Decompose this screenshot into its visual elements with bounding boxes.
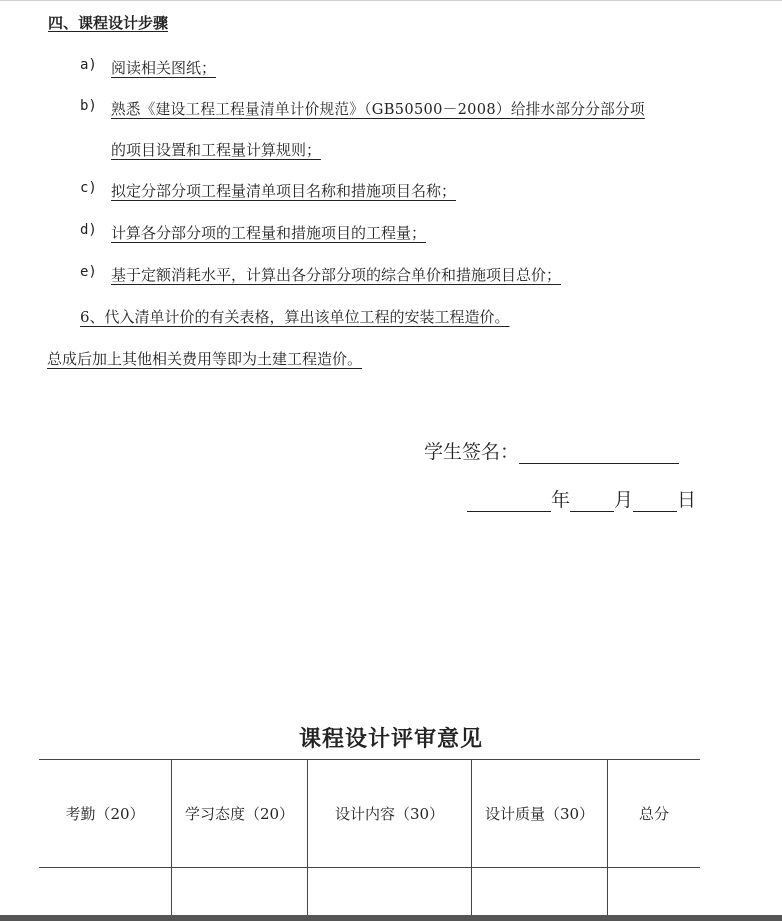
review-table <box>39 759 700 919</box>
month-label: 月 <box>614 489 634 511</box>
step-b-letter: b) <box>80 98 97 114</box>
review-header-row <box>39 760 700 868</box>
score-attitude[interactable] <box>172 868 308 919</box>
review-title: 课程设计评审意见 <box>298 726 483 752</box>
col-content: 设计内容（30） <box>308 760 472 868</box>
section-heading: 四、课程设计步骤 <box>48 14 169 32</box>
score-quality[interactable] <box>472 868 608 919</box>
step-a-text: 阅读相关图纸； <box>111 59 217 77</box>
step-a-letter: a) <box>80 57 97 73</box>
col-quality: 设计质量（30） <box>472 760 608 868</box>
score-attendance[interactable] <box>39 868 172 919</box>
month-line <box>570 491 614 512</box>
step-d-text: 计算各分部分项的工程量和措施项目的工程量； <box>111 224 427 242</box>
step-e-letter: e) <box>80 264 97 280</box>
page-bottom-edge <box>0 915 782 921</box>
step-b-continuation <box>111 139 321 160</box>
signature-label: 学生签名： <box>424 441 520 463</box>
step-d-letter: d) <box>80 222 97 238</box>
year-line <box>467 491 551 512</box>
col-attendance: 考勤（20） <box>39 760 172 868</box>
signature-line <box>519 443 679 464</box>
score-total[interactable] <box>608 868 701 919</box>
day-label: 日 <box>677 489 697 511</box>
col-total: 总分 <box>608 760 701 868</box>
col-attitude: 学习态度（20） <box>172 760 308 868</box>
step-b-continuation-text: 的项目设置和工程量计算规则； <box>111 141 322 159</box>
summary-text: 总成后加上其他相关费用等即为土建工程造价。 <box>47 350 363 368</box>
score-content[interactable] <box>308 868 472 919</box>
step-e-text: 基于定额消耗水平，计算出各分部分项的综合单价和措施项目总价； <box>111 266 562 284</box>
signature-row <box>424 437 679 464</box>
page-top-border <box>0 0 782 1</box>
year-label: 年 <box>551 489 571 511</box>
step-c-text: 拟定分部分项工程量清单项目名称和措施项目名称； <box>111 182 457 200</box>
step-c-letter: c) <box>80 180 97 196</box>
review-score-row <box>39 868 700 919</box>
day-line <box>633 491 677 512</box>
step-6: 6、代入清单计价的有关表格，算出该单位工程的安装工程造价。 <box>80 308 510 326</box>
date-row <box>467 485 696 512</box>
step-b-text: 熟悉《建设工程工程量清单计价规范》（GB50500－2008）给排水部分分部分项 <box>111 101 645 118</box>
